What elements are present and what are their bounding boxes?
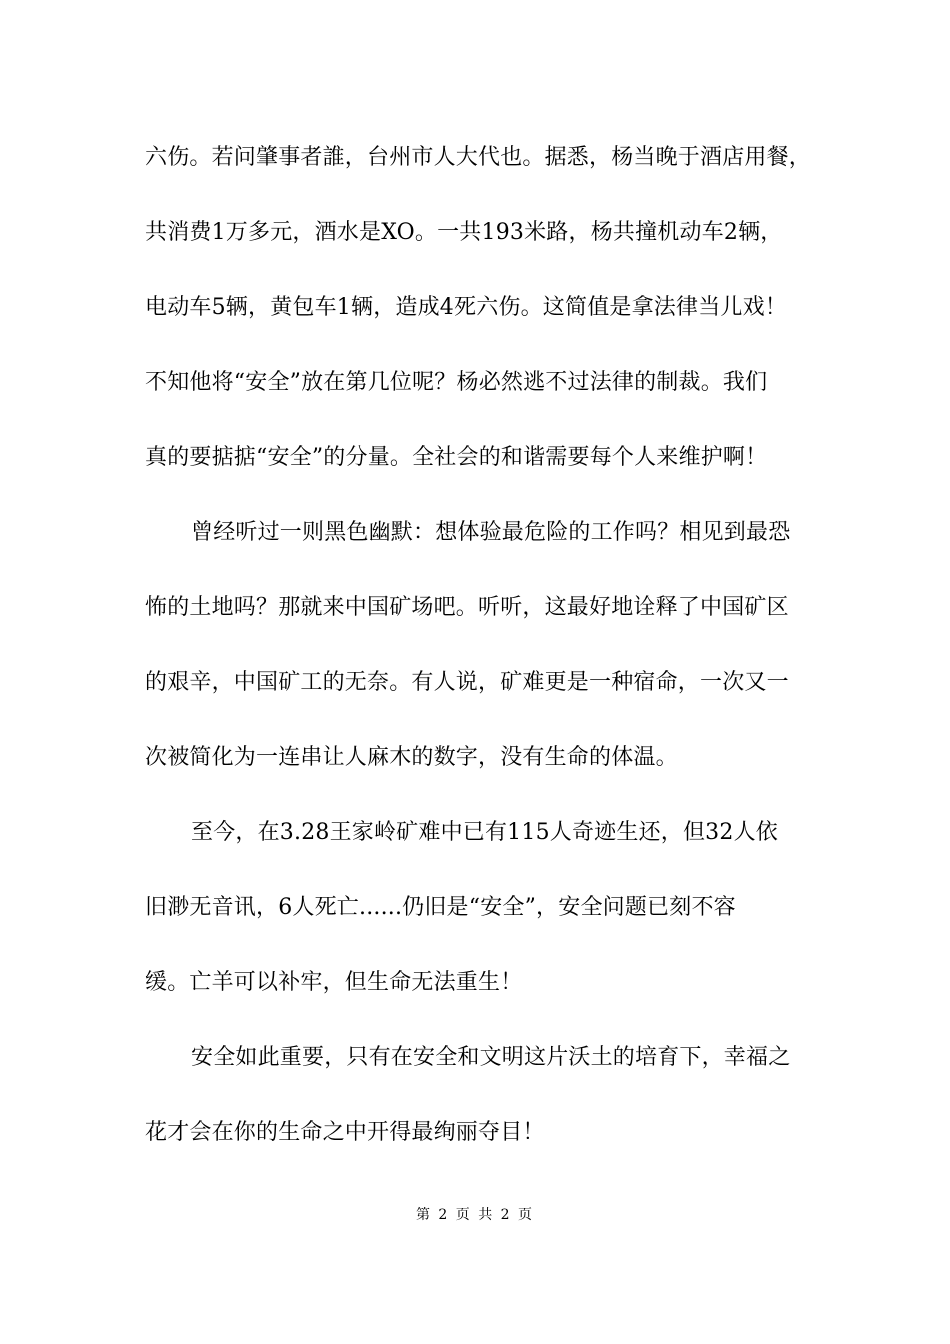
page-label-mid: 页 共 — [455, 1207, 495, 1223]
text-line: 怖的土地吗？那就来中国矿场吧。听听，这最好地诠释了中国矿区 — [145, 595, 789, 620]
text-line: 缓。亡羊可以补牢，但生命无法重生！ — [145, 970, 523, 995]
text-line: 真的要掂掂“安全”的分量。全社会的和谐需要每个人来维护啊！ — [145, 445, 768, 470]
text-line: 旧渺无音讯，6人死亡......仍旧是“安全”，安全问题已刻不容 — [145, 895, 736, 920]
page-number-footer — [0, 1204, 950, 1224]
text-line: 花才会在你的生命之中开得最绚丽夺目！ — [145, 1120, 545, 1145]
page-label-prefix: 第 — [415, 1207, 432, 1223]
text-line: 电动车5辆，黄包车1辆，造成4死六伤。这简值是拿法律当儿戏！ — [145, 295, 787, 320]
paragraph-start-line: 曾经听过一则黑色幽默：想体验最危险的工作吗？相见到最恐 — [191, 520, 791, 545]
page-label-suffix: 页 — [518, 1207, 535, 1223]
text-line: 的艰辛，中国矿工的无奈。有人说，矿难更是一种宿命，一次又一 — [145, 670, 789, 695]
body-text — [145, 128, 825, 1178]
text-line: 不知他将“安全”放在第几位呢？杨必然逃不过法律的制裁。我们 — [145, 370, 768, 395]
total-pages: 2 — [500, 1207, 512, 1223]
text-line: 次被简化为一连串让人麻木的数字，没有生命的体温。 — [145, 745, 678, 770]
current-page: 2 — [438, 1207, 450, 1223]
paragraph-start-line: 安全如此重要，只有在安全和文明这片沃土的培育下，幸福之 — [191, 1045, 791, 1070]
paragraph-start-line: 至今，在3.28王家岭矿难中已有115人奇迹生还，但32人依 — [191, 820, 778, 845]
text-line: 共消费1万多元，酒水是XO。一共193米路，杨共撞机动车2辆， — [145, 220, 783, 245]
text-line: 六伤。若问肇事者誰，台州市人大代也。据悉，杨当晚于酒店用餐， — [145, 145, 812, 170]
